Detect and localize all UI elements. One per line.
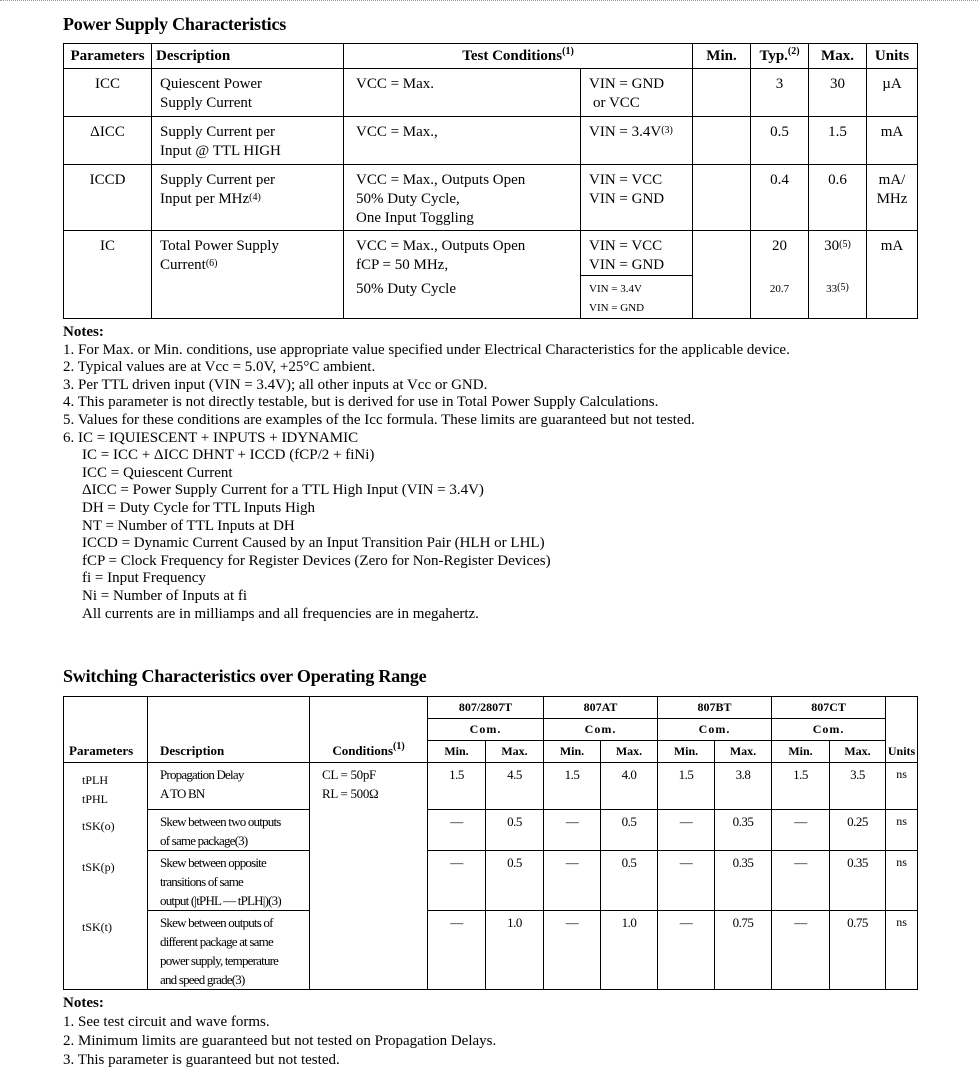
conditions-cell: CL = 50pF RL = 500Ω (310, 763, 428, 990)
units-cell: ns (886, 809, 918, 850)
description-cell: Propagation Delay A TO BN (148, 763, 310, 810)
formula-line: ICC = Quiescent Current (82, 464, 233, 481)
col-description: Description (152, 44, 344, 69)
formula-line: Ni = Number of Inputs at fi (82, 587, 248, 604)
value-cell: — (544, 850, 601, 910)
note: 4. This parameter is not directly testable, but is derived for use in Total Power Supply Calculations. (63, 394, 659, 411)
table-row (64, 850, 918, 910)
note: 1. For Max. or Min. conditions, use appropriate value specified under Electrical Characteristics for the applicable device. (63, 341, 790, 358)
note: 1. See test circuit and wave forms. (63, 1014, 270, 1030)
value-cell: 1.5 (428, 763, 486, 810)
note: 2. Minimum limits are guaranteed but not tested on Propagation Delays. (63, 1033, 497, 1049)
value-cell: — (772, 910, 830, 989)
value-cell: — (772, 850, 830, 910)
formula-line: ΔICC = Power Supply Current for a TTL High Input (VIN = 3.4V) (82, 482, 484, 499)
table-header-row (64, 44, 918, 69)
table-row: ICC Quiescent Power Supply Current VCC = Max. VIN = GND or VCC 3 30 µA (64, 69, 918, 117)
param-cell: tSK(p) (64, 850, 148, 910)
value-cell: 3.8 (715, 763, 772, 810)
formula-line: All currents are in milliamps and all frequencies are in megahertz. (82, 605, 479, 622)
value-cell: — (544, 809, 601, 850)
value-cell: 0.75 (715, 910, 772, 989)
table-row (64, 763, 918, 810)
value-cell: 1.0 (486, 910, 544, 989)
group-807bt: 807BT (658, 697, 772, 719)
description-cell: Skew between two outputs of same package(3) (148, 809, 310, 850)
param-cell: tSK(t) (64, 910, 148, 989)
value-cell: 4.5 (486, 763, 544, 810)
group-807-2807t: 807/2807T (428, 697, 544, 719)
group-807at: 807AT (544, 697, 658, 719)
col-typ: Typ.$^{(2)}$ (751, 44, 809, 69)
value-cell: 1.5 (658, 763, 715, 810)
note: 3. Per TTL driven input (VIN = 3.4V); all other inputs at Vcc or GND. (63, 376, 488, 393)
formula-line: fCP = Clock Frequency for Register Devices (Zero for Non-Register Devices) (82, 552, 551, 569)
top-dotted-rule (0, 0, 978, 3)
value-cell: 1.5 (544, 763, 601, 810)
column-header-row: Parameters Description Conditions$^{(1)}$ Min. Max. Min. Max. Min. Max. Min. Max. Units (64, 741, 918, 763)
switching-title: Switching Characteristics over Operating Range (63, 666, 427, 686)
param-cell: tSK(o) (64, 809, 148, 850)
value-cell: 0.5 (486, 850, 544, 910)
table-row: ICCD Supply Current per Input per MHz$^{(4)}$ VCC = Max., Outputs Open 50% Duty Cycle, One Input Toggling VIN = VCC VIN = GND 0.4 0.6 mA/ MHz (64, 165, 918, 231)
group-header-row (64, 697, 918, 719)
value-cell: 0.5 (601, 809, 658, 850)
note: 2. Typical values are at Vcc = 5.0V, +25°C ambient. (63, 359, 376, 376)
switching-table (63, 696, 918, 990)
power-supply-title: Power Supply Characteristics (63, 14, 287, 34)
value-cell: — (658, 850, 715, 910)
note: 6. IC = IQUIESCENT + INPUTS + IDYNAMIC (63, 429, 359, 446)
value-cell: 1.0 (601, 910, 658, 989)
formula-line: DH = Duty Cycle for TTL Inputs High (82, 499, 316, 516)
note: 5. Values for these conditions are examples of the Icc formula. These limits are guaranteed but not tested. (63, 411, 695, 428)
formula-line: ICCD = Dynamic Current Caused by an Input Transition Pair (HLH or LHL) (82, 535, 545, 552)
table-row: ΔICC Supply Current per Input @ TTL HIGH VCC = Max., VIN = $3.4V^{(3)}$ 0.5 1.5 mA (64, 117, 918, 165)
value-cell: 3.5 (830, 763, 886, 810)
formula-line: fi = Input Frequency (82, 570, 206, 587)
col-min: Min. (693, 44, 751, 69)
units-cell: ns (886, 763, 918, 810)
value-cell: — (428, 910, 486, 989)
value-cell: — (428, 809, 486, 850)
table-row (64, 809, 918, 850)
note: 3. This parameter is guaranteed but not tested. (63, 1052, 340, 1068)
value-cell: 0.5 (486, 809, 544, 850)
value-cell: — (772, 809, 830, 850)
table-row: IC Total Power Supply Current$^{(6)}$ VCC = Max., Outputs Open fCP = 50 MHz, 50% Duty Cycle VIN = VCC VIN = GND 20 30$^{(5)}$ mA (64, 231, 918, 276)
description-cell: Skew between opposite transitions of same output (|tPHL — tPLH|)(3) (148, 850, 310, 910)
units-cell: ns (886, 850, 918, 910)
table-row: VIN = 3.4V VIN = GND 20.7 33$^{(5)}$ (64, 276, 918, 319)
value-cell: — (658, 809, 715, 850)
value-cell: 0.5 (601, 850, 658, 910)
col-parameters: Parameters (64, 44, 152, 69)
value-cell: 4.0 (601, 763, 658, 810)
formula-line: NT = Number of TTL Inputs at DH (82, 517, 295, 534)
table-row (64, 910, 918, 989)
value-cell: 0.35 (715, 850, 772, 910)
value-cell: — (658, 910, 715, 989)
units-cell: ns (886, 910, 918, 989)
value-cell: — (544, 910, 601, 989)
param-cell: ICC (64, 69, 152, 117)
power-notes: Notes: 1. For Max. or Min. conditions, use appropriate value specified under Electrical Characteristics for the applicable device. 2. Typical values are at Vcc = 5.0V, +25°C ambient. 3. Per TTL driven input (VIN = 3.4V); all other inputs at Vcc or GND. 4. This parameter is not directly testable, but is derived for use in Total Power Supply Calculations. 5. Values for these conditions are examples of the Icc formula. These limits are guaranteed but not tested. 6. IC = IQUIESCENT + INPUTS + IDYNAMIC IC = ICC + ΔICC DHNT + ICCD (fCP/2 + fiNi) ICC = Quiescent Current ΔICC = Power Supply Current for a TTL High Input (VIN = 3.4V) DH = Duty Cycle for TTL Inputs High NT = Number of TTL Inputs at DH ICCD = Dynamic Current Caused by an Input Transition Pair (HLH or LHL) fCP = Clock Frequency for Register Devices (Zero for Non-Register Devices) fi = Input Frequency Ni = Number of Inputs at fi All currents are in milliamps and all frequencies are in megahertz. (63, 324, 790, 622)
com-header-row: Com. Com. Com. Com. (64, 719, 918, 741)
switching-notes: Notes: 1. See test circuit and wave forms. 2. Minimum limits are guaranteed but not tested on Propagation Delays. 3. This parameter is guaranteed but not tested. (63, 995, 497, 1068)
value-cell: 0.35 (715, 809, 772, 850)
group-807ct: 807CT (772, 697, 886, 719)
formula-line: IC = ICC + ΔICC DHNT + ICCD (fCP/2 + fiNi) (82, 447, 375, 464)
value-cell: 0.25 (830, 809, 886, 850)
col-units: Units (867, 44, 918, 69)
value-cell: 1.5 (772, 763, 830, 810)
col-max: Max. (809, 44, 867, 69)
param-cell: tPLH tPHL (64, 763, 148, 810)
value-cell: 0.35 (830, 850, 886, 910)
col-test-conditions: Test Conditions$^{(1)}$ (344, 44, 693, 69)
value-cell: 0.75 (830, 910, 886, 989)
power-supply-table (63, 43, 918, 319)
value-cell: — (428, 850, 486, 910)
description-cell: Skew between outputs of different package at same power supply, temperature and speed grade(3) (148, 910, 310, 989)
